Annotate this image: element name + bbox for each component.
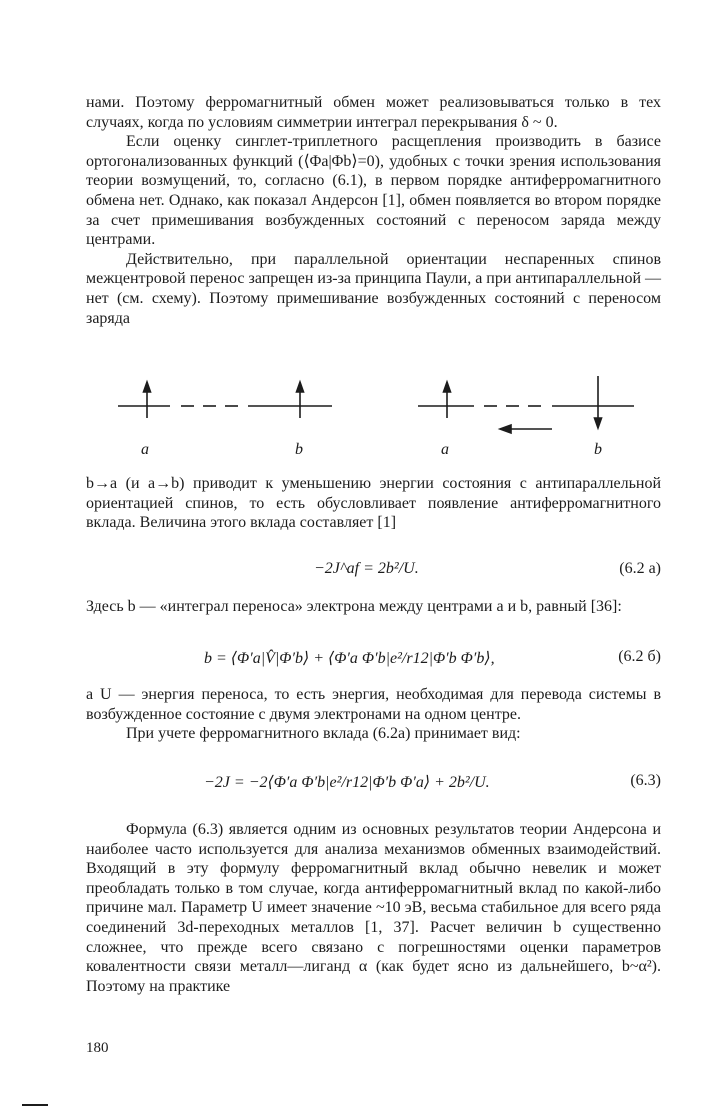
- page-number: 180: [86, 1040, 109, 1056]
- spin-up-arrow-head: [444, 382, 451, 392]
- equation-formula: −2J = −2⟨Φ′a Φ′b|e²/r12|Φ′b Φ′a⟩ + 2b²/U.: [204, 774, 490, 791]
- paragraph: При учете ферромагнитного вклада (6.2а) принимает вид:: [126, 725, 521, 743]
- paragraph: Формула (6.3) является одним из основных результатов теории Андерсона и наиболее часто используется для анализа механизмов обменных взаимодействий. Входящий в эту формулу ферромагнитный вклад обычно невелик и может преобладать только в том случае, когда антиферромагнитный вклад по какой-либо причине мал. Параметр U имеет значение ~10 эВ, весьма стабильное для всего ряда соединений 3d-переходных металлов [1, 37]. Расчет величин b существенно сложнее, что прежде всего связано с погрешностями оценки параметров ковалентности связи металл—лиганд α (как будет ясно из дальнейшего, b~α²). Поэтому на практике: [86, 821, 661, 995]
- paragraph: Действительно, при параллельной ориентации неспаренных спинов межцентровой перенос запрещен из-за принципа Паули, а при антипараллельной — нет (см. схему). Поэтому примешивание возбужденных состояний с переносом заряда: [86, 250, 662, 327]
- center-label-a: a: [441, 441, 449, 458]
- scan-mark: [22, 1104, 48, 1106]
- equation-formula: −2J^af = 2b²/U.: [314, 560, 419, 577]
- equation-number: (6.3): [630, 772, 661, 789]
- center-label-b: b: [295, 441, 303, 458]
- text-block-transfer: [86, 474, 661, 533]
- text-block-u-definition: [86, 685, 661, 744]
- transfer-arrow-head: [500, 425, 511, 433]
- equation-6-2a: [86, 560, 661, 582]
- paragraph: а U — энергия переноса, то есть энергия, необходимая для перевода системы в возбужденное состояние с двумя электронами на одном центре.: [86, 686, 661, 723]
- center-label-b: b: [594, 441, 602, 458]
- equation-6-3: [86, 772, 661, 794]
- spin-up-arrow-head: [297, 382, 304, 392]
- paragraph: Здесь b — «интеграл переноса» электрона между центрами a и b, равный [36]:: [86, 598, 622, 615]
- text-block-top: [86, 93, 661, 328]
- paragraph: Если оценку синглет-триплетного расщепления производить в базисе ортогонализованных функций (⟨Φa|Φb⟩=0), удобных с точки зрения использования теории возмущений, то, согласно (6.1), в первом порядке антиферромагнитного обмена нет. Однако, как показал Андерсон [1], обмен появляется во втором порядке за счет примешивания возбужденных состояний с переносом заряда между центрами.: [86, 133, 661, 249]
- paragraph: b→a (и a→b) приводит к уменьшению энергии состояния с антипараллельной ориентацией спинов, то есть обусловливает появление антиферромагнитного вклада. Величина этого вклада составляет [1]: [86, 475, 661, 532]
- text-block-b-definition: [86, 597, 661, 617]
- spin-up-arrow-head: [144, 382, 151, 392]
- spin-transfer-scheme: [0, 370, 717, 460]
- spin-down-arrow-head: [595, 418, 602, 428]
- paragraph: нами. Поэтому ферромагнитный обмен может реализовываться только в тех случаях, когда по условиям симметрии интеграл перекрывания δ ~ 0.: [86, 94, 661, 131]
- equation-formula: b = ⟨Φ′a|V̂|Φ′b⟩ + ⟨Φ′a Φ′b|e²/r12|Φ′b Φ′b⟩,: [204, 650, 495, 667]
- equation-number: (6.2 б): [618, 648, 661, 665]
- equation-number: (6.2 а): [619, 560, 661, 577]
- equation-6-2b: [86, 648, 661, 670]
- text-block-bottom: [86, 820, 661, 996]
- center-label-a: a: [141, 441, 149, 458]
